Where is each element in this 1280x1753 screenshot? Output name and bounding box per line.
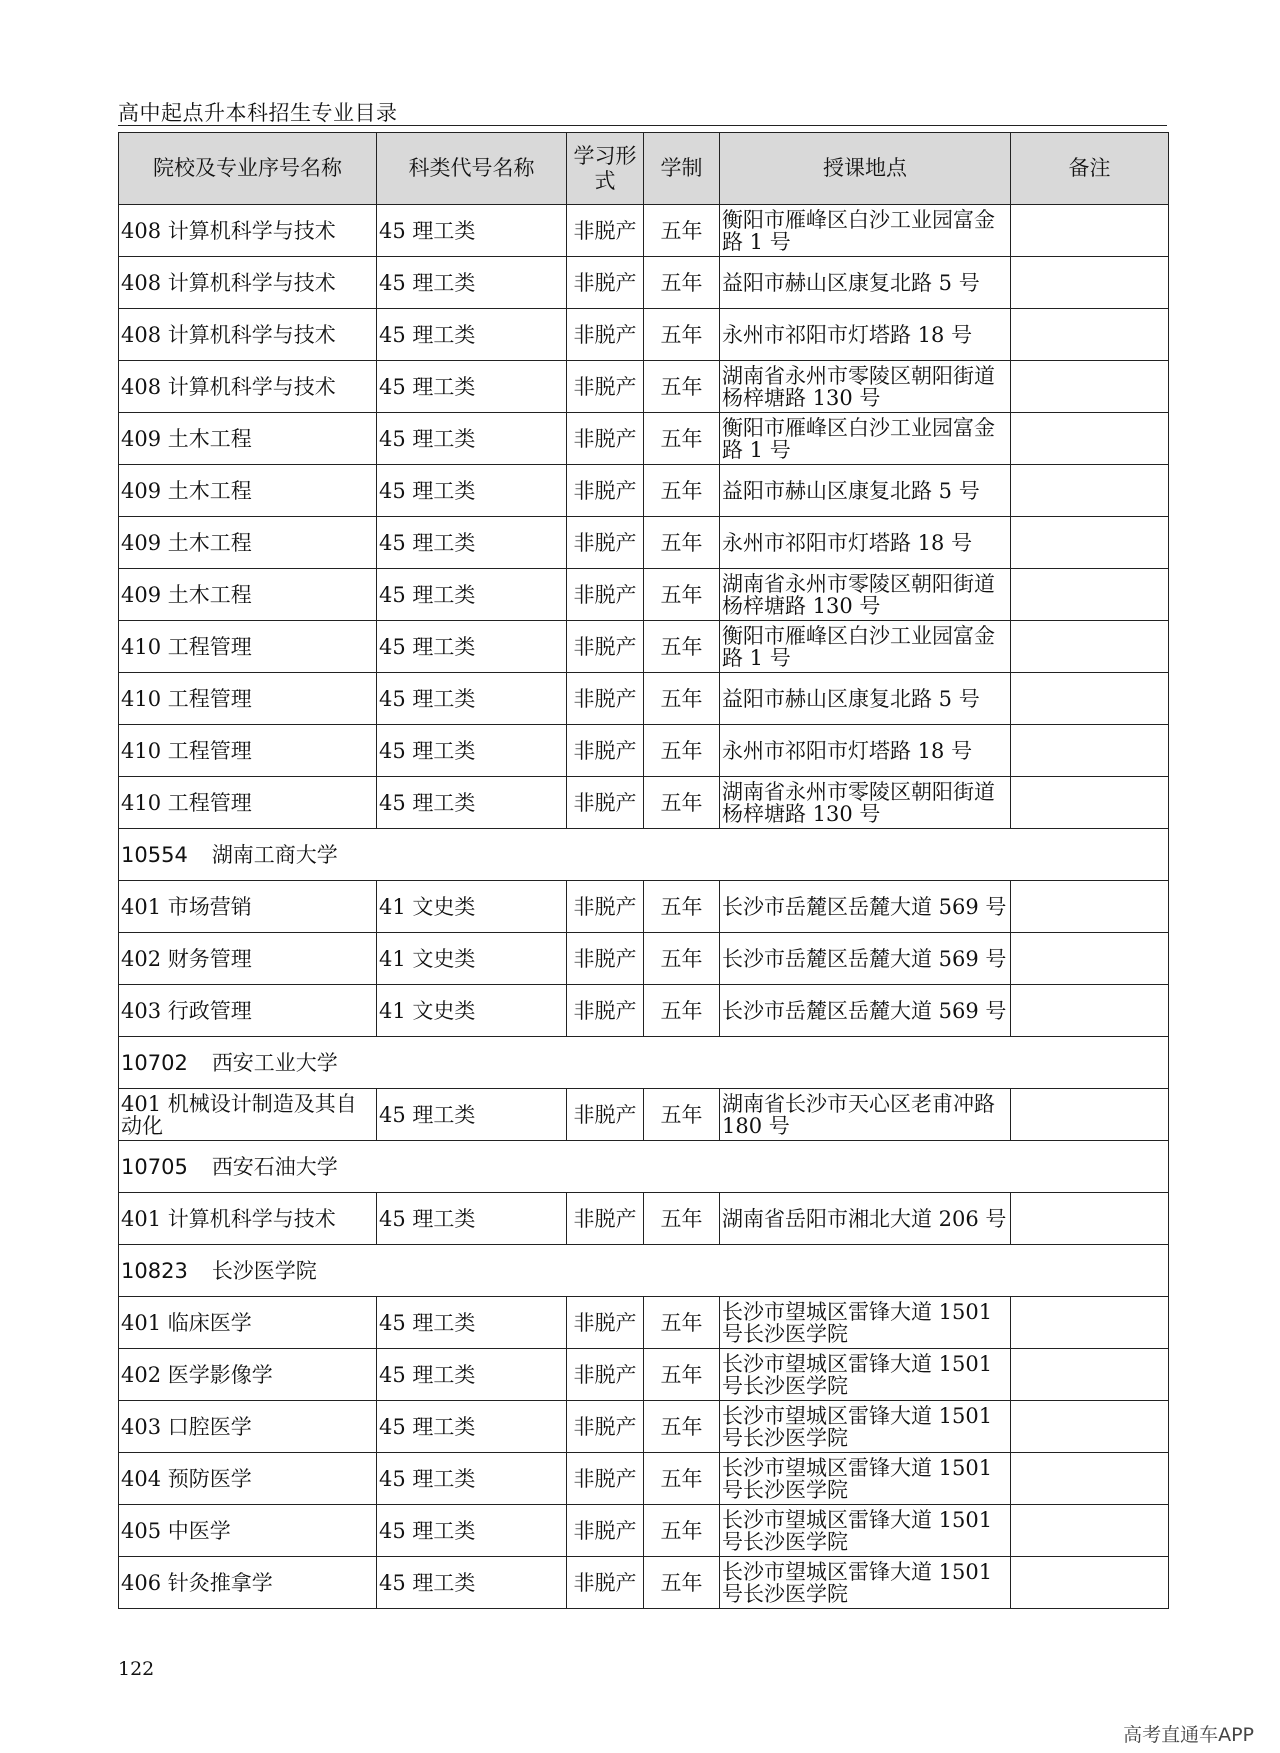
- note-cell: [1011, 465, 1169, 517]
- major-cell: 403 口腔医学: [119, 1401, 377, 1453]
- category-cell: 45 理工类: [377, 569, 567, 621]
- major-cell: 410 工程管理: [119, 673, 377, 725]
- table-row: [119, 205, 1169, 257]
- location-cell: 益阳市赫山区康复北路 5 号: [720, 673, 1011, 725]
- school-name: 长沙医学院: [211, 1258, 317, 1283]
- form-cell: 非脱产: [567, 985, 644, 1037]
- school-heading: [119, 1037, 1169, 1089]
- category-cell: 45 理工类: [377, 517, 567, 569]
- note-cell: [1011, 881, 1169, 933]
- major-cell: 401 计算机科学与技术: [119, 1193, 377, 1245]
- col-header-location: 授课地点: [720, 133, 1011, 205]
- note-cell: [1011, 517, 1169, 569]
- school-row: [119, 1141, 1169, 1193]
- location-cell: 长沙市岳麓区岳麓大道 569 号: [720, 933, 1011, 985]
- location-cell: 永州市祁阳市灯塔路 18 号: [720, 725, 1011, 777]
- years-cell: 五年: [644, 1089, 720, 1141]
- major-cell: 409 土木工程: [119, 413, 377, 465]
- major-cell: 402 医学影像学: [119, 1349, 377, 1401]
- category-cell: 45 理工类: [377, 725, 567, 777]
- category-cell: 45 理工类: [377, 205, 567, 257]
- school-row: [119, 1037, 1169, 1089]
- form-cell: 非脱产: [567, 465, 644, 517]
- location-cell: 湖南省永州市零陵区朝阳街道杨梓塘路 130 号: [720, 361, 1011, 413]
- form-cell: 非脱产: [567, 413, 644, 465]
- school-heading: [119, 1141, 1169, 1193]
- location-cell: 长沙市岳麓区岳麓大道 569 号: [720, 985, 1011, 1037]
- category-cell: 45 理工类: [377, 309, 567, 361]
- school-name: 湖南工商大学: [211, 842, 338, 867]
- col-header-note: 备注: [1011, 133, 1169, 205]
- note-cell: [1011, 1297, 1169, 1349]
- form-cell: 非脱产: [567, 361, 644, 413]
- location-cell: 益阳市赫山区康复北路 5 号: [720, 465, 1011, 517]
- years-cell: 五年: [644, 1505, 720, 1557]
- location-cell: 湖南省永州市零陵区朝阳街道杨梓塘路 130 号: [720, 569, 1011, 621]
- form-cell: 非脱产: [567, 1557, 644, 1609]
- table-row: [119, 309, 1169, 361]
- form-cell: 非脱产: [567, 517, 644, 569]
- table-row: [119, 1193, 1169, 1245]
- major-cell: 409 土木工程: [119, 465, 377, 517]
- location-cell: 衡阳市雁峰区白沙工业园富金路 1 号: [720, 413, 1011, 465]
- location-cell: 长沙市望城区雷锋大道 1501 号长沙医学院: [720, 1349, 1011, 1401]
- table-row: [119, 621, 1169, 673]
- category-cell: 45 理工类: [377, 1193, 567, 1245]
- years-cell: 五年: [644, 725, 720, 777]
- col-header-major: 院校及专业序号名称: [119, 133, 377, 205]
- table-row: [119, 673, 1169, 725]
- note-cell: [1011, 621, 1169, 673]
- col-header-form: 学习形式: [567, 133, 644, 205]
- years-cell: 五年: [644, 933, 720, 985]
- table-header: [119, 133, 1169, 205]
- form-cell: 非脱产: [567, 257, 644, 309]
- note-cell: [1011, 309, 1169, 361]
- form-cell: 非脱产: [567, 1349, 644, 1401]
- school-name: 西安工业大学: [211, 1050, 338, 1075]
- school-row: [119, 1245, 1169, 1297]
- table-row: [119, 881, 1169, 933]
- major-cell: 408 计算机科学与技术: [119, 205, 377, 257]
- category-cell: 45 理工类: [377, 1089, 567, 1141]
- col-header-category: 科类代号名称: [377, 133, 567, 205]
- form-cell: 非脱产: [567, 1193, 644, 1245]
- category-cell: 45 理工类: [377, 1349, 567, 1401]
- note-cell: [1011, 777, 1169, 829]
- table-row: [119, 569, 1169, 621]
- location-cell: 长沙市望城区雷锋大道 1501 号长沙医学院: [720, 1557, 1011, 1609]
- form-cell: 非脱产: [567, 309, 644, 361]
- years-cell: 五年: [644, 1297, 720, 1349]
- school-heading: [119, 1245, 1169, 1297]
- years-cell: 五年: [644, 673, 720, 725]
- category-cell: 41 文史类: [377, 933, 567, 985]
- major-cell: 408 计算机科学与技术: [119, 257, 377, 309]
- note-cell: [1011, 413, 1169, 465]
- major-cell: 406 针灸推拿学: [119, 1557, 377, 1609]
- table-row: [119, 933, 1169, 985]
- location-cell: 湖南省永州市零陵区朝阳街道杨梓塘路 130 号: [720, 777, 1011, 829]
- note-cell: [1011, 1089, 1169, 1141]
- school-row: [119, 829, 1169, 881]
- note-cell: [1011, 725, 1169, 777]
- location-cell: 长沙市望城区雷锋大道 1501 号长沙医学院: [720, 1401, 1011, 1453]
- table-row: [119, 1557, 1169, 1609]
- note-cell: [1011, 1401, 1169, 1453]
- major-cell: 403 行政管理: [119, 985, 377, 1037]
- years-cell: 五年: [644, 517, 720, 569]
- table-row: [119, 1297, 1169, 1349]
- school-code: 10823: [121, 1258, 188, 1283]
- location-cell: 湖南省长沙市天心区老甫冲路 180 号: [720, 1089, 1011, 1141]
- note-cell: [1011, 985, 1169, 1037]
- years-cell: 五年: [644, 361, 720, 413]
- form-cell: 非脱产: [567, 1505, 644, 1557]
- table-row: [119, 985, 1169, 1037]
- location-cell: 衡阳市雁峰区白沙工业园富金路 1 号: [720, 205, 1011, 257]
- years-cell: 五年: [644, 1401, 720, 1453]
- location-cell: 湖南省岳阳市湘北大道 206 号: [720, 1193, 1011, 1245]
- form-cell: 非脱产: [567, 621, 644, 673]
- note-cell: [1011, 1505, 1169, 1557]
- category-cell: 45 理工类: [377, 257, 567, 309]
- years-cell: 五年: [644, 257, 720, 309]
- header-rule: [118, 125, 1167, 126]
- note-cell: [1011, 1349, 1169, 1401]
- years-cell: 五年: [644, 1557, 720, 1609]
- major-cell: 402 财务管理: [119, 933, 377, 985]
- col-header-years: 学制: [644, 133, 720, 205]
- table-row: [119, 1453, 1169, 1505]
- years-cell: 五年: [644, 465, 720, 517]
- location-cell: 永州市祁阳市灯塔路 18 号: [720, 309, 1011, 361]
- note-cell: [1011, 1557, 1169, 1609]
- note-cell: [1011, 673, 1169, 725]
- table-row: [119, 517, 1169, 569]
- years-cell: 五年: [644, 985, 720, 1037]
- years-cell: 五年: [644, 777, 720, 829]
- location-cell: 长沙市望城区雷锋大道 1501 号长沙医学院: [720, 1297, 1011, 1349]
- years-cell: 五年: [644, 309, 720, 361]
- form-cell: 非脱产: [567, 1453, 644, 1505]
- table-row: [119, 361, 1169, 413]
- years-cell: 五年: [644, 413, 720, 465]
- table-row: [119, 1349, 1169, 1401]
- category-cell: 45 理工类: [377, 465, 567, 517]
- form-cell: 非脱产: [567, 725, 644, 777]
- note-cell: [1011, 1453, 1169, 1505]
- major-cell: 405 中医学: [119, 1505, 377, 1557]
- table-row: [119, 465, 1169, 517]
- location-cell: 长沙市岳麓区岳麓大道 569 号: [720, 881, 1011, 933]
- years-cell: 五年: [644, 1193, 720, 1245]
- category-cell: 41 文史类: [377, 985, 567, 1037]
- table-row: [119, 413, 1169, 465]
- form-cell: 非脱产: [567, 1401, 644, 1453]
- note-cell: [1011, 1193, 1169, 1245]
- years-cell: 五年: [644, 1453, 720, 1505]
- years-cell: 五年: [644, 881, 720, 933]
- school-code: 10554: [121, 842, 188, 867]
- category-cell: 45 理工类: [377, 413, 567, 465]
- form-cell: 非脱产: [567, 205, 644, 257]
- watermark: 高考直通车APP: [1123, 1724, 1254, 1746]
- form-cell: 非脱产: [567, 673, 644, 725]
- location-cell: 永州市祁阳市灯塔路 18 号: [720, 517, 1011, 569]
- school-heading: [119, 829, 1169, 881]
- table-row: [119, 1505, 1169, 1557]
- category-cell: 45 理工类: [377, 1453, 567, 1505]
- table-row: [119, 777, 1169, 829]
- category-cell: 45 理工类: [377, 673, 567, 725]
- major-cell: 408 计算机科学与技术: [119, 309, 377, 361]
- form-cell: 非脱产: [567, 569, 644, 621]
- note-cell: [1011, 569, 1169, 621]
- form-cell: 非脱产: [567, 777, 644, 829]
- category-cell: 45 理工类: [377, 777, 567, 829]
- category-cell: 45 理工类: [377, 1505, 567, 1557]
- major-cell: 410 工程管理: [119, 621, 377, 673]
- table-row: [119, 257, 1169, 309]
- major-cell: 401 机械设计制造及其自动化: [119, 1089, 377, 1141]
- note-cell: [1011, 257, 1169, 309]
- major-cell: 401 临床医学: [119, 1297, 377, 1349]
- school-name: 西安石油大学: [211, 1154, 338, 1179]
- major-cell: 410 工程管理: [119, 725, 377, 777]
- school-code: 10702: [121, 1050, 188, 1075]
- years-cell: 五年: [644, 569, 720, 621]
- category-cell: 45 理工类: [377, 621, 567, 673]
- location-cell: 衡阳市雁峰区白沙工业园富金路 1 号: [720, 621, 1011, 673]
- years-cell: 五年: [644, 205, 720, 257]
- category-cell: 45 理工类: [377, 361, 567, 413]
- note-cell: [1011, 361, 1169, 413]
- table-row: [119, 1401, 1169, 1453]
- major-cell: 410 工程管理: [119, 777, 377, 829]
- form-cell: 非脱产: [567, 933, 644, 985]
- major-cell: 409 土木工程: [119, 569, 377, 621]
- category-cell: 41 文史类: [377, 881, 567, 933]
- category-cell: 45 理工类: [377, 1557, 567, 1609]
- category-cell: 45 理工类: [377, 1401, 567, 1453]
- note-cell: [1011, 933, 1169, 985]
- page-number: 122: [118, 1658, 155, 1680]
- form-cell: 非脱产: [567, 881, 644, 933]
- major-cell: 409 土木工程: [119, 517, 377, 569]
- note-cell: [1011, 205, 1169, 257]
- years-cell: 五年: [644, 1349, 720, 1401]
- location-cell: 益阳市赫山区康复北路 5 号: [720, 257, 1011, 309]
- category-cell: 45 理工类: [377, 1297, 567, 1349]
- school-code: 10705: [121, 1154, 188, 1179]
- location-cell: 长沙市望城区雷锋大道 1501 号长沙医学院: [720, 1453, 1011, 1505]
- table-body: [119, 205, 1169, 1609]
- years-cell: 五年: [644, 621, 720, 673]
- running-header: 高中起点升本科招生专业目录: [118, 101, 398, 125]
- location-cell: 长沙市望城区雷锋大道 1501 号长沙医学院: [720, 1505, 1011, 1557]
- table-row: [119, 1089, 1169, 1141]
- form-cell: 非脱产: [567, 1089, 644, 1141]
- catalog-table: [118, 132, 1169, 1609]
- major-cell: 404 预防医学: [119, 1453, 377, 1505]
- major-cell: 408 计算机科学与技术: [119, 361, 377, 413]
- form-cell: 非脱产: [567, 1297, 644, 1349]
- table-row: [119, 725, 1169, 777]
- major-cell: 401 市场营销: [119, 881, 377, 933]
